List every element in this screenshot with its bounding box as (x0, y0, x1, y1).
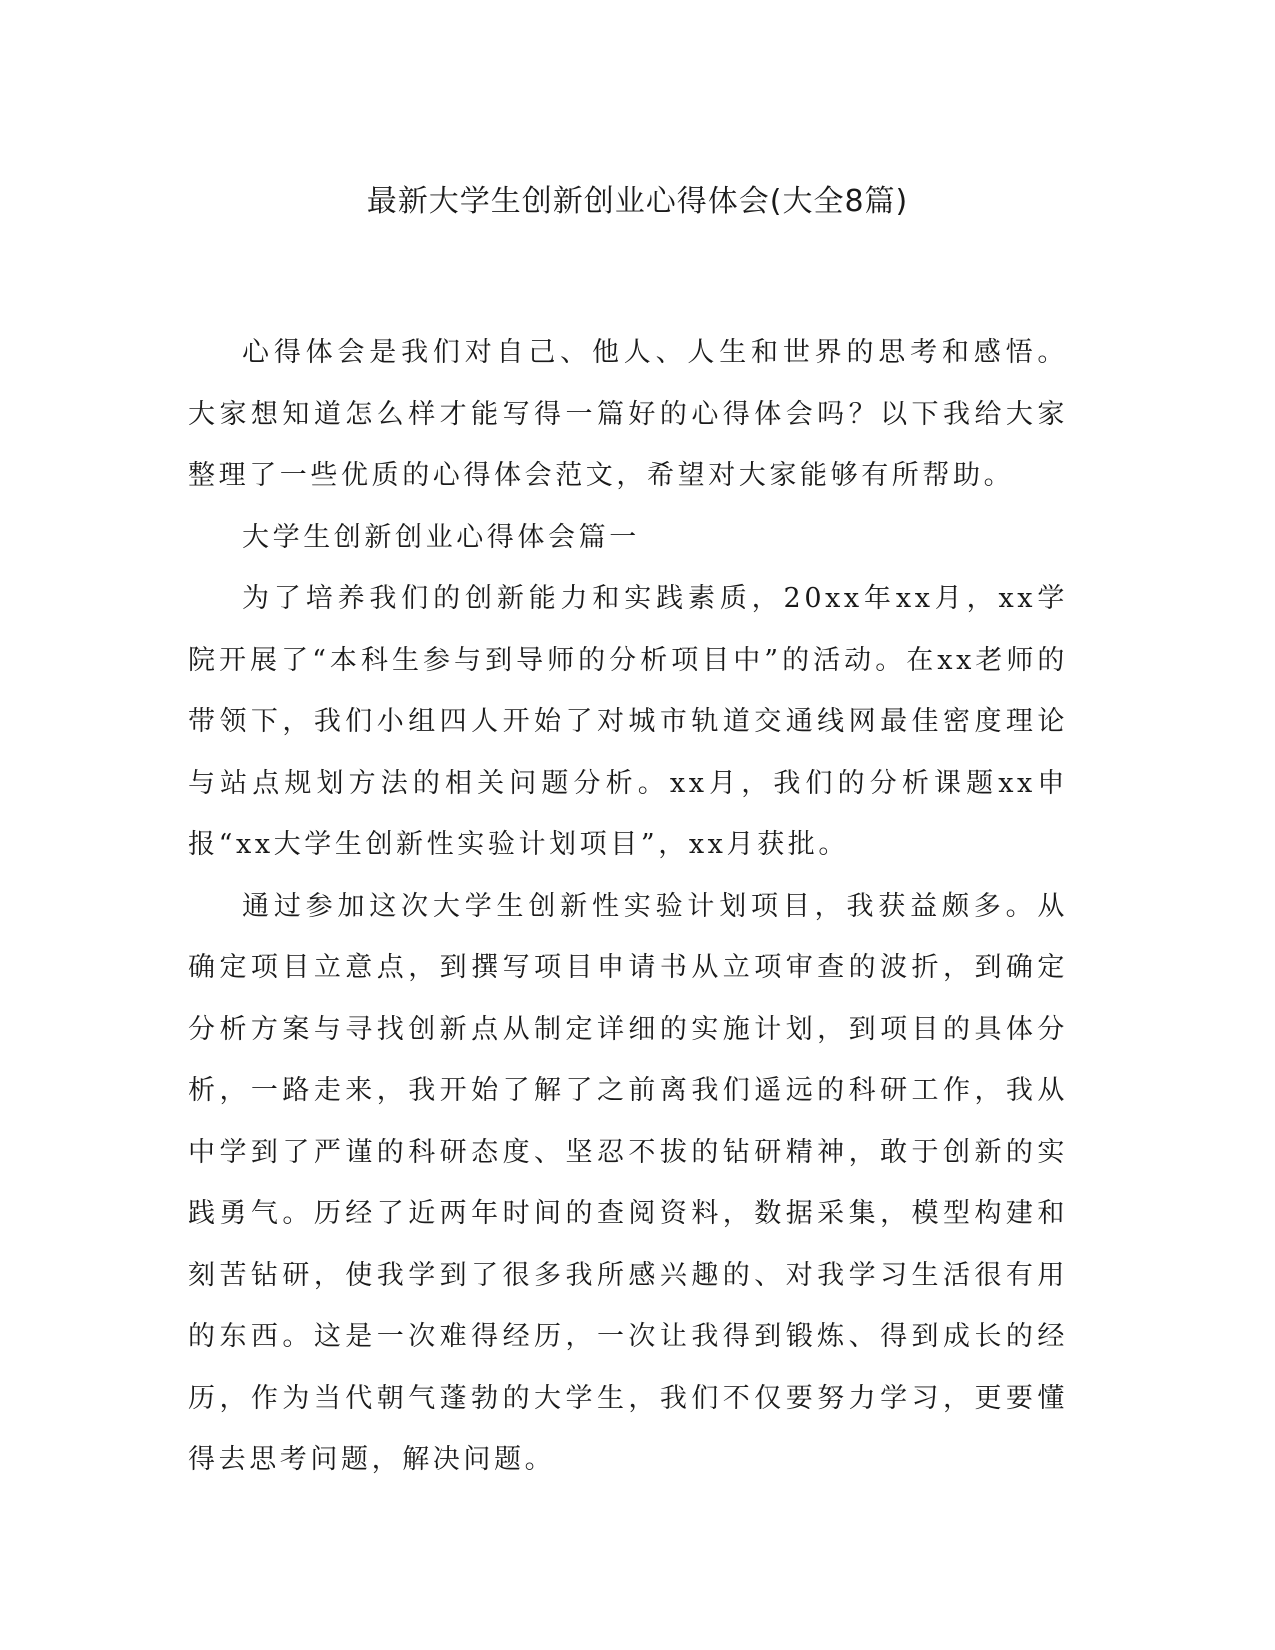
body-paragraph: 为了培养我们的创新能力和实践素质，20xx年xx月，xx学院开展了“本科生参与到导师的分析项目中”的活动。在xx老师的带领下，我们小组四人开始了对城市轨道交通线网最佳密度理论与站点规划方法的相关问题分析。xx月，我们的分析课题xx申报“xx大学生创新性实验计划项目”，xx月获批。 (188, 583, 1068, 860)
document-body (188, 322, 1068, 1491)
section-heading: 大学生创新创业心得体会篇一 (242, 521, 640, 553)
document-title: 最新大学生创新创业心得体会(大全8篇) (366, 184, 909, 219)
intro-paragraph: 心得体会是我们对自己、他人、人生和世界的思考和感悟。大家想知道怎么样才能写得一篇好的心得体会吗？以下我给大家整理了一些优质的心得体会范文，希望对大家能够有所帮助。 (188, 337, 1068, 491)
body-paragraph: 通过参加这次大学生创新性实验计划项目，我获益颇多。从确定项目立意点，到撰写项目申请书从立项审查的波折，到确定分析方案与寻找创新点从制定详细的实施计划，到项目的具体分析，一路走来，我开始了解了之前离我们遥远的科研工作，我从中学到了严谨的科研态度、坚忍不拔的钻研精神，敢于创新的实践勇气。历经了近两年时间的查阅资料，数据采集，模型构建和刻苦钻研，使我学到了很多我所感兴趣的、对我学习生活很有用的东西。这是一次难得经历，一次让我得到锻炼、得到成长的经历，作为当代朝气蓬勃的大学生，我们不仅要努力学习，更要懂得去思考问题，解决问题。 (188, 890, 1068, 1475)
